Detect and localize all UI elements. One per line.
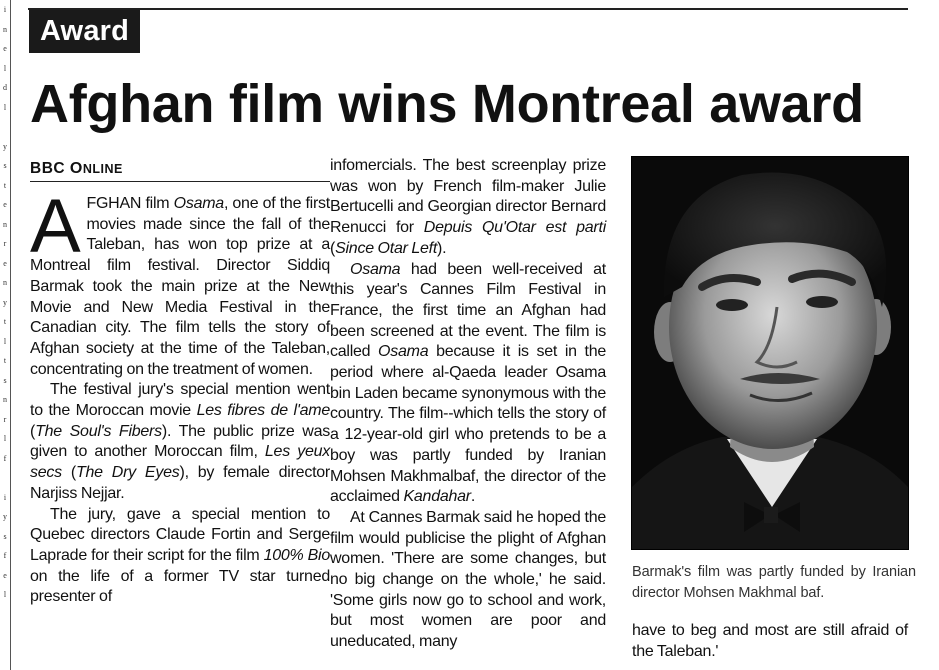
portrait-image — [632, 157, 908, 549]
paragraph-5: At Cannes Barmak said he hoped the film would publicise the plight of Afghan women. 'There are some changes, but no big change on the whole,' he said. 'Some girls now go to school and work, but most women are poor and uneducated, many — [330, 508, 606, 651]
bleed-letter: y — [3, 141, 7, 151]
article-column-1 — [30, 184, 331, 608]
article-column-3 — [632, 621, 908, 662]
bleed-letter: l — [3, 590, 7, 599]
bleed-letter: l — [3, 336, 7, 346]
paragraph-2: The festival jury's special mention went to the Moroccan movie Les fibres de l'ame (The Soul's Fibers). The public prize was given to another Moroccan film, Les yeux secs (The Dry Eyes), by female director Narjiss Nejjar. — [30, 381, 331, 502]
bleed-letter: e — [3, 258, 7, 268]
bleed-letter: n — [3, 395, 7, 404]
photo-caption: Barmak's film was partly funded by Iranian director Mohsen Makhmal baf. — [632, 564, 916, 601]
bleed-letter: e — [3, 44, 7, 53]
byline-rule — [30, 181, 330, 182]
bleed-letter: e — [3, 200, 7, 209]
bleed-letter: d — [3, 83, 7, 92]
bleed-letter: s — [3, 531, 7, 541]
paragraph-5-continued: have to beg and most are still afraid of the Taleban.' — [632, 622, 908, 660]
bleed-letter: i — [3, 492, 7, 502]
headline: Afghan film wins Montreal award — [30, 74, 864, 134]
source-name: BBC — [30, 160, 66, 177]
article-column-2 — [330, 156, 606, 653]
paragraph-3-continued: infomercials. The best screenplay prize was won by French film-maker Julie Bertucelli and Georgian director Bernard Renucci for Depuis Qu'Otar est parti (Since Otar Left). — [330, 157, 607, 257]
drop-cap: A — [30, 184, 81, 269]
bleed-letter: n — [3, 219, 7, 229]
paragraph-3: The jury, gave a special mention to Quebec directors Claude Fortin and Serge Laprade for their script for the film 100% Bio on the life of a former TV star turned presenter of — [30, 505, 331, 606]
bleed-letter: r — [3, 239, 7, 248]
bleed-letter — [0, 468, 10, 488]
bleed-letter: n — [3, 24, 7, 34]
source-initial: O — [69, 160, 83, 177]
bleed-letter: i — [3, 5, 7, 14]
director-photo — [631, 156, 909, 550]
bleed-letter: s — [3, 375, 7, 385]
bleed-letter — [0, 117, 10, 137]
bleed-letter: l — [3, 63, 7, 73]
paragraph-4: Osama had been well-received at this year's Cannes Film Festival in France, the first time an Afghan had been screened at the event. The film is called Osama because it is set in the period where al-Qaeda leader Osama bin Laden became synonymous with the country. The film--which tells the story of a 12-year-old girl who pretends to be a boy was partly funded by Iranian Mohsen Makhmalbaf, the director of the acclaimed Kandahar. — [330, 260, 607, 506]
bleed-letter: t — [3, 356, 7, 365]
byline-source — [30, 158, 330, 180]
bleed-letter: t — [3, 180, 7, 190]
top-rule — [28, 8, 908, 10]
bleed-letter: l — [3, 102, 7, 112]
section-tag: Award — [29, 10, 140, 53]
bleed-letter: t — [3, 317, 7, 326]
bleed-letter: f — [3, 551, 7, 560]
paragraph-1: AFGHAN film Osama, one of the first movies made since the fall of the Taleban, has won top prize at a Montreal film festival. Director Siddiq Barmak took the main prize at the New Movie and New Media Festival in the Canadian city. The film tells the story of Afghan society at the time of the Taleban, concentrating on the treatment of women. — [30, 184, 331, 378]
source-rest: NLINE — [82, 162, 123, 176]
bleed-letter: l — [3, 434, 7, 443]
bleed-letter: r — [3, 414, 7, 424]
bleed-letter: e — [3, 570, 7, 580]
bleed-letter: n — [3, 278, 7, 287]
bleed-letter: s — [3, 161, 7, 170]
bleed-letter: y — [3, 512, 7, 521]
bleed-letter: f — [3, 453, 7, 463]
previous-column-edge — [0, 0, 11, 670]
bleed-letter: y — [3, 297, 7, 307]
